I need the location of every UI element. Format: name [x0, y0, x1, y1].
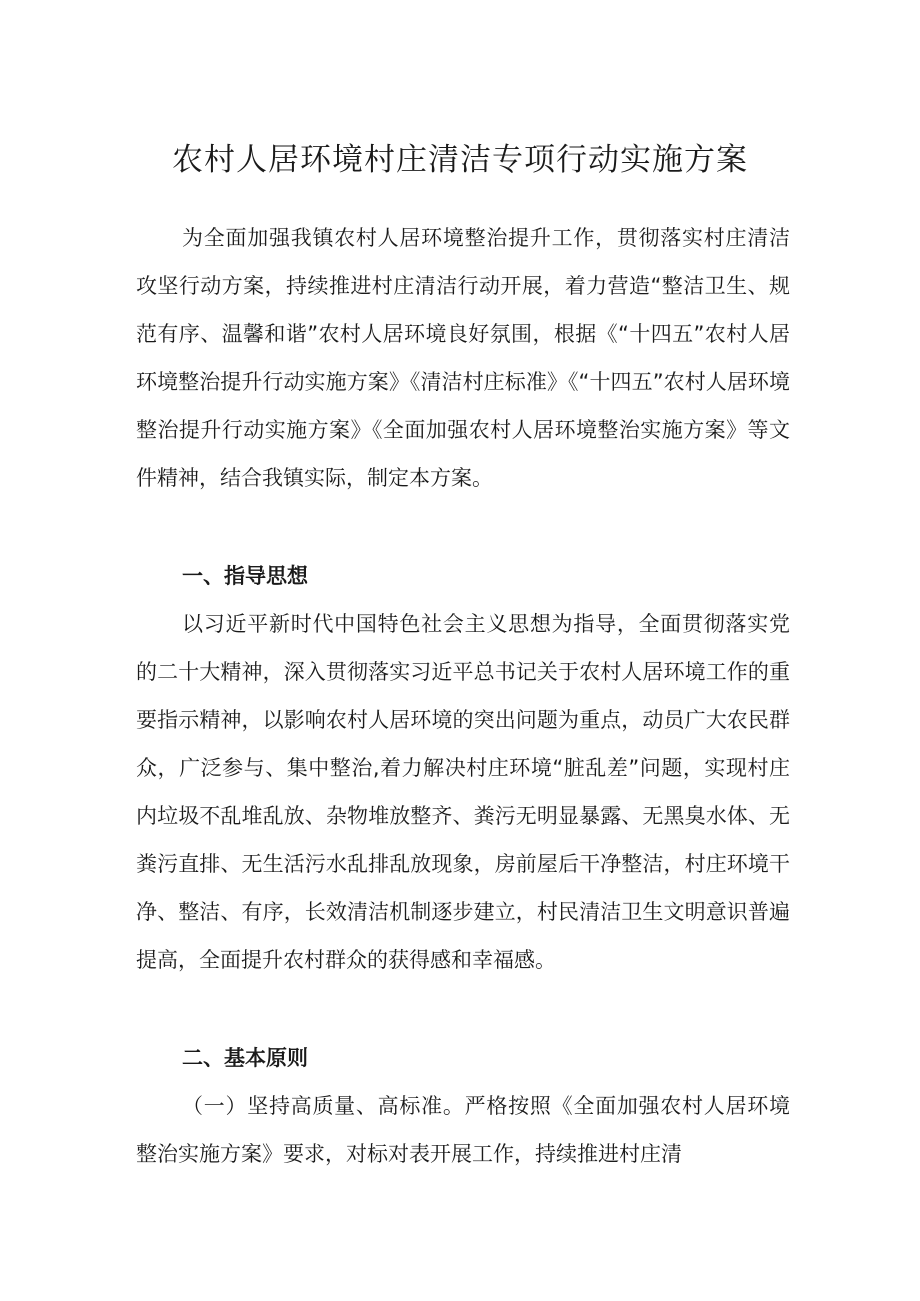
document-title: 农村人居环境村庄清洁专项行动实施方案 — [172, 142, 748, 178]
guiding-ideology-paragraph: 以习近平新时代中国特色社会主义思想为指导，全面贯彻落实党的二十大精神，深入贯彻落实习近平总书记关于农村人居环境工作的重要指示精神，以影响农村人居环境的突出问题为重点，动员广大农民群众，广泛参与、集中整治,着力解决村庄环境“脏乱差”问题，实现村庄内垃圾不乱堆乱放、杂物堆放整齐、粪污无明显暴露、无黑臭水体、无粪污直排、无生活污水乱排乱放现象，房前屋后干净整洁，村庄环境干净、整洁、有序，长效清洁机制逐步建立，村民清洁卫生文明意识普遍提高，全面提升农村群众的获得感和幸福感。 — [136, 612, 790, 972]
section-heading-basic-principles: 二、基本原则 — [182, 1046, 308, 1070]
intro-paragraph: 为全面加强我镇农村人居环境整治提升工作，贯彻落实村庄清洁攻坚行动方案，持续推进村庄清洁行动开展，着力营造“整洁卫生、规范有序、温馨和谐”农村人居环境良好氛围，根据《“十四五”农村人居环境整治提升行动实施方案》《清洁村庄标准》《“十四五”农村人居环境整治提升行动实施方案》《全面加强农村人居环境整治实施方案》等文件精神，结合我镇实际，制定本方案。 — [136, 226, 790, 490]
basic-principles-paragraph: （一）坚持高质量、高标准。严格按照《全面加强农村人居环境整治实施方案》要求，对标对表开展工作，持续推进村庄清 — [136, 1094, 790, 1166]
section-heading-guiding-ideology: 一、指导思想 — [182, 564, 308, 588]
